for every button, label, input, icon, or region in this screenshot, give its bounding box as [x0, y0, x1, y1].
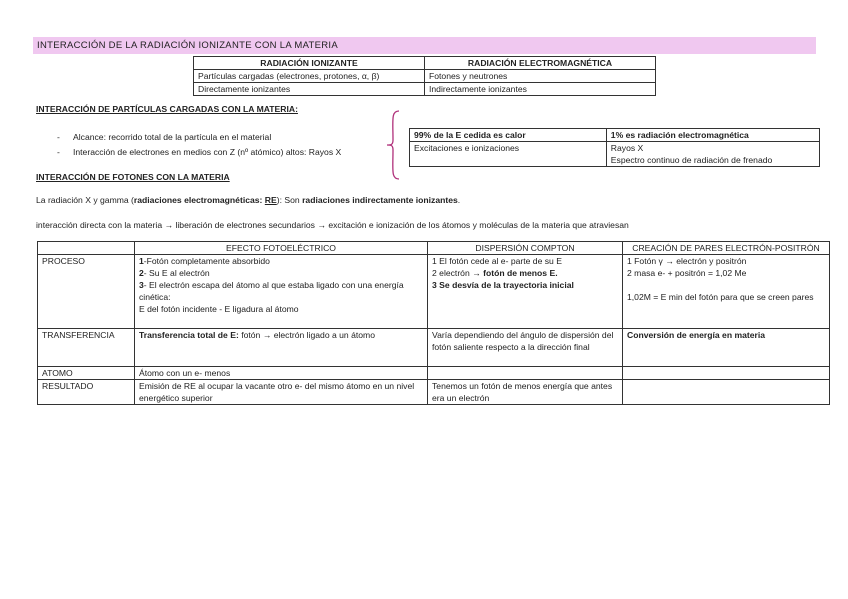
cell: Directamente ionizantes — [194, 83, 425, 96]
step-text: 1 Fotón γ → electrón y positrón — [627, 256, 747, 266]
bullet-alcance: - Alcance: recorrido total de la partícula en el material — [73, 132, 271, 142]
step-text-bold: fotón de menos E. — [483, 268, 558, 278]
photon-interaction-table — [37, 241, 830, 405]
text-re: RE — [264, 195, 277, 205]
header-ionizante: RADIACIÓN IONIZANTE — [194, 57, 425, 70]
cell — [623, 367, 830, 380]
row-label-resultado: RESULTADO — [38, 380, 135, 405]
energy-table — [409, 128, 820, 167]
cell — [606, 142, 819, 167]
cell: Partículas cargadas (electrones, protones, α, β) — [194, 70, 425, 83]
bullet-interaccion: - Interacción de electrones en medios con Z (nº atómico) altos: Rayos X — [73, 147, 341, 157]
cell: Indirectamente ionizantes — [425, 83, 656, 96]
step-num: 3 — [139, 280, 144, 290]
cell — [135, 329, 428, 367]
section-heading-fotones: INTERACCIÓN DE FOTONES CON LA MATERIA — [36, 172, 230, 182]
header-compton: DISPERSIÓN COMPTON — [428, 242, 623, 255]
text-bold: radiaciones electromagnéticas: — [133, 195, 265, 205]
cell: Fotones y neutrones — [425, 70, 656, 83]
row-label-atomo: ATOMO — [38, 367, 135, 380]
cell — [428, 255, 623, 329]
cell: Excitaciones e ionizaciones — [410, 142, 607, 167]
step-num: 2 — [139, 268, 144, 278]
header-fotoelectrico: EFECTO FOTOELÉCTRICO — [135, 242, 428, 255]
step-text: -Fotón completamente absorbido — [143, 256, 270, 266]
step-num: 1 — [139, 256, 144, 266]
cell: Emisión de RE al ocupar la vacante otro e- del mismo átomo en un nivel energético superior — [135, 380, 428, 405]
cell — [623, 380, 830, 405]
step-text: 2 masa e- + positrón = 1,02 Me — [627, 268, 747, 278]
cell: Tenemos un fotón de menos energía que antes era un electrón — [428, 380, 623, 405]
cell — [135, 255, 428, 329]
step-text-bold: 3 Se desvía de la trayectoria inicial — [432, 280, 574, 290]
radiation-types-table — [193, 56, 656, 96]
header-electromagnetica: RADIACIÓN ELECTROMAGNÉTICA — [425, 57, 656, 70]
cell — [623, 255, 830, 329]
text: fotón → electrón ligado a un átomo — [238, 330, 375, 340]
cell: Conversión de energía en materia — [623, 329, 830, 367]
header-empty — [38, 242, 135, 255]
text-bold: Transferencia total de E: — [139, 330, 239, 340]
row-label-transferencia: TRANSFERENCIA — [38, 329, 135, 367]
step-text: 2 electrón → — [432, 268, 484, 278]
section-heading-particulas: INTERACCIÓN DE PARTÍCULAS CARGADAS CON LA MATERIA: — [36, 104, 298, 114]
step-text: - Su E al electrón — [143, 268, 210, 278]
step-text: 1 El fotón cede al e- parte de su E — [432, 256, 562, 266]
cell-line: Rayos X — [610, 143, 644, 153]
header-calor: 99% de la E cedida es calor — [410, 129, 607, 142]
header-pares: CREACIÓN DE PARES ELECTRÓN-POSITRÓN — [623, 242, 830, 255]
photon-definition — [36, 195, 460, 205]
cell: Varía dependiendo del ángulo de dispersión del fotón saliente respecto a la dirección final — [428, 329, 623, 367]
cell-line: Espectro continuo de radiación de frenado — [610, 155, 773, 165]
interaction-chain: interacción directa con la materia → liberación de electrones secundarios → excitación e ionización de los átomos y moléculas de la materia que atraviesan — [36, 220, 629, 230]
step-text: - El electrón escapa del átomo al que estaba ligado con una energía cinética: — [139, 280, 404, 302]
text: ): Son — [276, 195, 303, 205]
step-text: E del fotón incidente - E ligadura al átomo — [139, 304, 299, 314]
step-text: 1,02M = E min del fotón para que se creen pares — [627, 292, 814, 302]
text: . — [457, 195, 461, 205]
curly-brace-icon — [385, 110, 405, 180]
header-radiacion-em: 1% es radiación electromagnética — [606, 129, 819, 142]
cell — [428, 367, 623, 380]
row-label-proceso: PROCESO — [38, 255, 135, 329]
text-bold: radiaciones indirectamente ionizantes — [302, 195, 458, 205]
cell: Átomo con un e- menos — [135, 367, 428, 380]
page-title: INTERACCIÓN DE LA RADIACIÓN IONIZANTE CON LA MATERIA — [33, 37, 816, 54]
text: La radiación X y gamma ( — [36, 195, 134, 205]
